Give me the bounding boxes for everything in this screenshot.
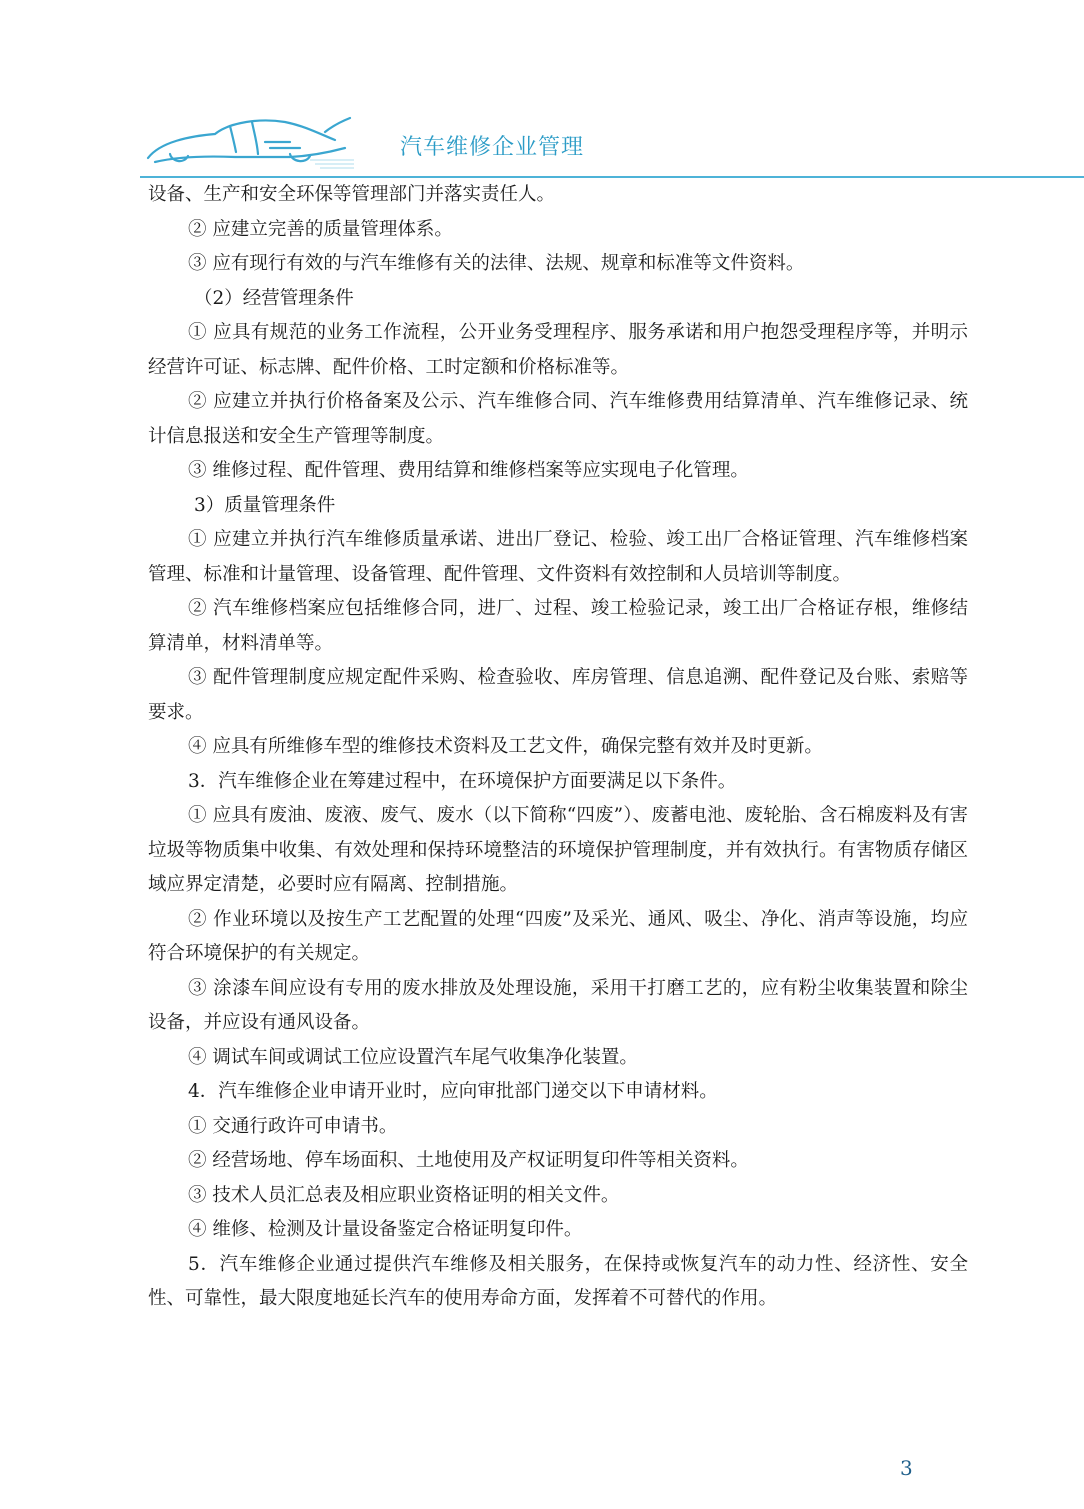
paragraph: ① 应具有废油、废液、废气、废水（以下简称“四废”）、废蓄电池、废轮胎、含石棉废料及有害垃圾等物质集中收集、有效处理和保持环境整洁的环境保护管理制度，并有效执行。有害物质存储区域应界定清楚，必要时应有隔离、控制措施。 — [148, 805, 968, 895]
paragraph: ② 汽车维修档案应包括维修合同，进厂、过程、竣工检验记录，竣工出厂合格证存根，维修结算清单，材料清单等。 — [148, 598, 968, 654]
paragraph: ③ 技术人员汇总表及相应职业资格证明的相关文件。 — [188, 1184, 620, 1206]
paragraph: ③ 维修过程、配件管理、费用结算和维修档案等应实现电子化管理。 — [188, 460, 749, 481]
book-title: 汽车维修企业管理 — [400, 135, 585, 160]
paragraph: ③ 应有现行有效的与汽车维修有关的法律、法规、规章和标准等文件资料。 — [188, 253, 805, 274]
paragraph: ③ 涂漆车间应设有专用的废水排放及处理设施，采用干打磨工艺的，应有粉尘收集装置和除尘设备，并应设有通风设备。 — [148, 977, 968, 1033]
paragraph: ④ 应具有所维修车型的维修技术资料及工艺文件，确保完整有效并及时更新。 — [188, 736, 823, 757]
numbered-item: 5．汽车维修企业通过提供汽车维修及相关服务，在保持或恢复汽车的动力性、经济性、安全性、可靠性，最大限度地延长汽车的使用寿命方面，发挥着不可替代的作用。 — [148, 1253, 968, 1309]
page-body — [148, 178, 968, 1317]
car-logo-icon — [140, 112, 355, 172]
paragraph: ④ 维修、检测及计量设备鉴定合格证明复印件。 — [188, 1219, 583, 1240]
section-heading: （2）经营管理条件 — [194, 287, 354, 309]
paragraph: ① 应建立并执行汽车维修质量承诺、进出厂登记、检验、竣工出厂合格证管理、汽车维修档案管理、标准和计量管理、设备管理、配件管理、文件资料有效控制和人员培训等制度。 — [148, 529, 968, 585]
page-number: 3 — [900, 1456, 913, 1480]
paragraph: ② 应建立完善的质量管理体系。 — [188, 218, 453, 240]
paragraph: ② 经营场地、停车场面积、土地使用及产权证明复印件等相关资料。 — [188, 1150, 749, 1171]
paragraph: 设备、生产和安全环保等管理部门并落实责任人。 — [148, 184, 556, 205]
paragraph: ② 作业环境以及按生产工艺配置的处理“四废”及采光、通风、吸尘、净化、消声等设施，均应符合环境保护的有关规定。 — [148, 908, 968, 964]
paragraph: ③ 配件管理制度应规定配件采购、检查验收、库房管理、信息追溯、配件登记及台账、索赔等要求。 — [148, 667, 968, 723]
paragraph: ④ 调试车间或调试工位应设置汽车尾气收集净化装置。 — [188, 1046, 638, 1068]
page-header — [0, 0, 1084, 180]
numbered-item: 3．汽车维修企业在筹建过程中，在环境保护方面要满足以下条件。 — [188, 770, 737, 792]
paragraph: ② 应建立并执行价格备案及公示、汽车维修合同、汽车维修费用结算清单、汽车维修记录、统计信息报送和安全生产管理等制度。 — [148, 391, 968, 447]
paragraph: ① 交通行政许可申请书。 — [188, 1115, 398, 1137]
paragraph: ① 应具有规范的业务工作流程，公开业务受理程序、服务承诺和用户抱怨受理程序等，并明示经营许可证、标志牌、配件价格、工时定额和价格标准等。 — [148, 322, 968, 378]
section-heading: 3）质量管理条件 — [194, 494, 336, 516]
numbered-item: 4．汽车维修企业申请开业时，应向审批部门递交以下申请材料。 — [188, 1081, 718, 1102]
